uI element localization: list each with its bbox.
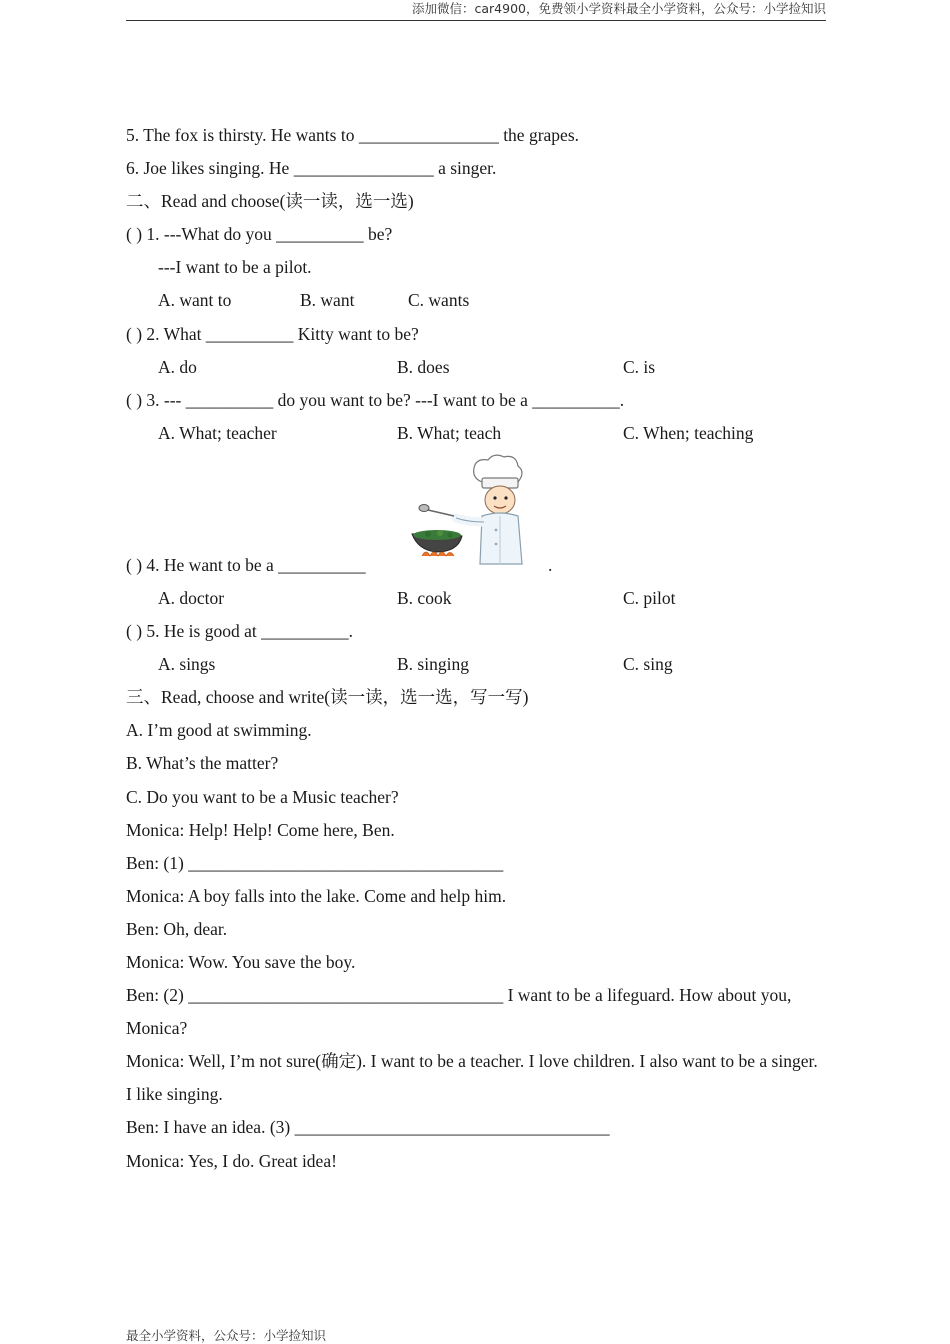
- q2-options: [126, 351, 826, 384]
- q2-option-c: C. is: [623, 356, 656, 377]
- dialogue-line: Ben: Oh, dear.: [126, 918, 228, 939]
- question-6: 6. Joe likes singing. He ________________ a singer.: [126, 158, 497, 179]
- section-3-title: 三、Read, choose and write(读一读，选一选，写一写): [126, 687, 529, 708]
- dialogue-line: Ben: (1) ____________________________________: [126, 852, 504, 873]
- dialogue-line: Monica: A boy falls into the lake. Come and help him.: [126, 885, 507, 906]
- q3-option-a: A. What; teacher: [158, 422, 277, 443]
- q5-option-c: C. sing: [623, 654, 673, 675]
- q5-options: [126, 648, 826, 681]
- dialogue-line: Ben: (2) ____________________________________ I want to be a lifeguard. How about you, Monica?: [126, 985, 792, 1039]
- dialogue-line: Monica: Help! Help! Come here, Ben.: [126, 819, 395, 840]
- q5-stem: ( ) 5. He is good at __________.: [126, 621, 353, 642]
- chef-cooking-illustration: [408, 452, 530, 568]
- footer-text: 最全小学资料，公众号：小学捡知识: [126, 1328, 327, 1343]
- q2-stem: ( ) 2. What __________ Kitty want to be?: [126, 323, 419, 344]
- question-5: 5. The fox is thirsty. He wants to ________________ the grapes.: [126, 125, 580, 145]
- dialogue-line: Monica: Well, I’m not sure(确定). I want to be a teacher. I love children. I also want to be a singer. I like singing.: [126, 1051, 818, 1105]
- q4-stem: ( ) 4. He want to be a __________: [126, 554, 366, 575]
- q4-options: [126, 582, 826, 615]
- q3-option-c: C. When; teaching: [623, 422, 754, 443]
- q5-option-b: B. singing: [397, 654, 469, 675]
- q3-stem: ( ) 3. --- __________ do you want to be? ---I want to be a __________.: [126, 389, 625, 410]
- choice-c: C. Do you want to be a Music teacher?: [126, 786, 399, 807]
- q4-option-a: A. doctor: [158, 587, 225, 608]
- q1-option-b: B. want: [300, 290, 355, 311]
- q4-period: .: [548, 554, 553, 575]
- q2-option-b: B. does: [397, 356, 450, 377]
- q1-options: [126, 284, 826, 317]
- section-2-title: 二、Read and choose(读一读，选一选): [126, 191, 414, 212]
- q3-option-b: B. What; teach: [397, 422, 502, 443]
- q2-option-a: A. do: [158, 356, 197, 377]
- q4-option-c: C. pilot: [623, 587, 676, 608]
- q4-block: [126, 450, 826, 582]
- dialogue-line: Monica: Yes, I do. Great idea!: [126, 1150, 337, 1171]
- q1-option-c: C. wants: [408, 290, 470, 311]
- dialogue-line: Ben: I have an idea. (3) ____________________________________: [126, 1117, 610, 1138]
- q5-option-a: A. sings: [158, 654, 216, 675]
- page-header: [126, 0, 826, 21]
- q1-stem: ( ) 1. ---What do you __________ be?: [126, 224, 393, 245]
- q4-option-b: B. cook: [397, 587, 452, 608]
- choice-a: A. I’m good at swimming.: [126, 720, 312, 741]
- q1-answer-line: ---I want to be a pilot.: [158, 257, 312, 278]
- header-text: 添加微信：car4900，免费领小学资料最全小学资料，公众号：小学捡知识: [412, 1, 826, 16]
- worksheet-content: [126, 119, 826, 1178]
- page-footer: [126, 1326, 326, 1344]
- choice-b: B. What’s the matter?: [126, 753, 279, 774]
- dialogue-line: Monica: Wow. You save the boy.: [126, 951, 356, 972]
- q1-option-a: A. want to: [158, 290, 232, 311]
- q3-options: [126, 417, 826, 450]
